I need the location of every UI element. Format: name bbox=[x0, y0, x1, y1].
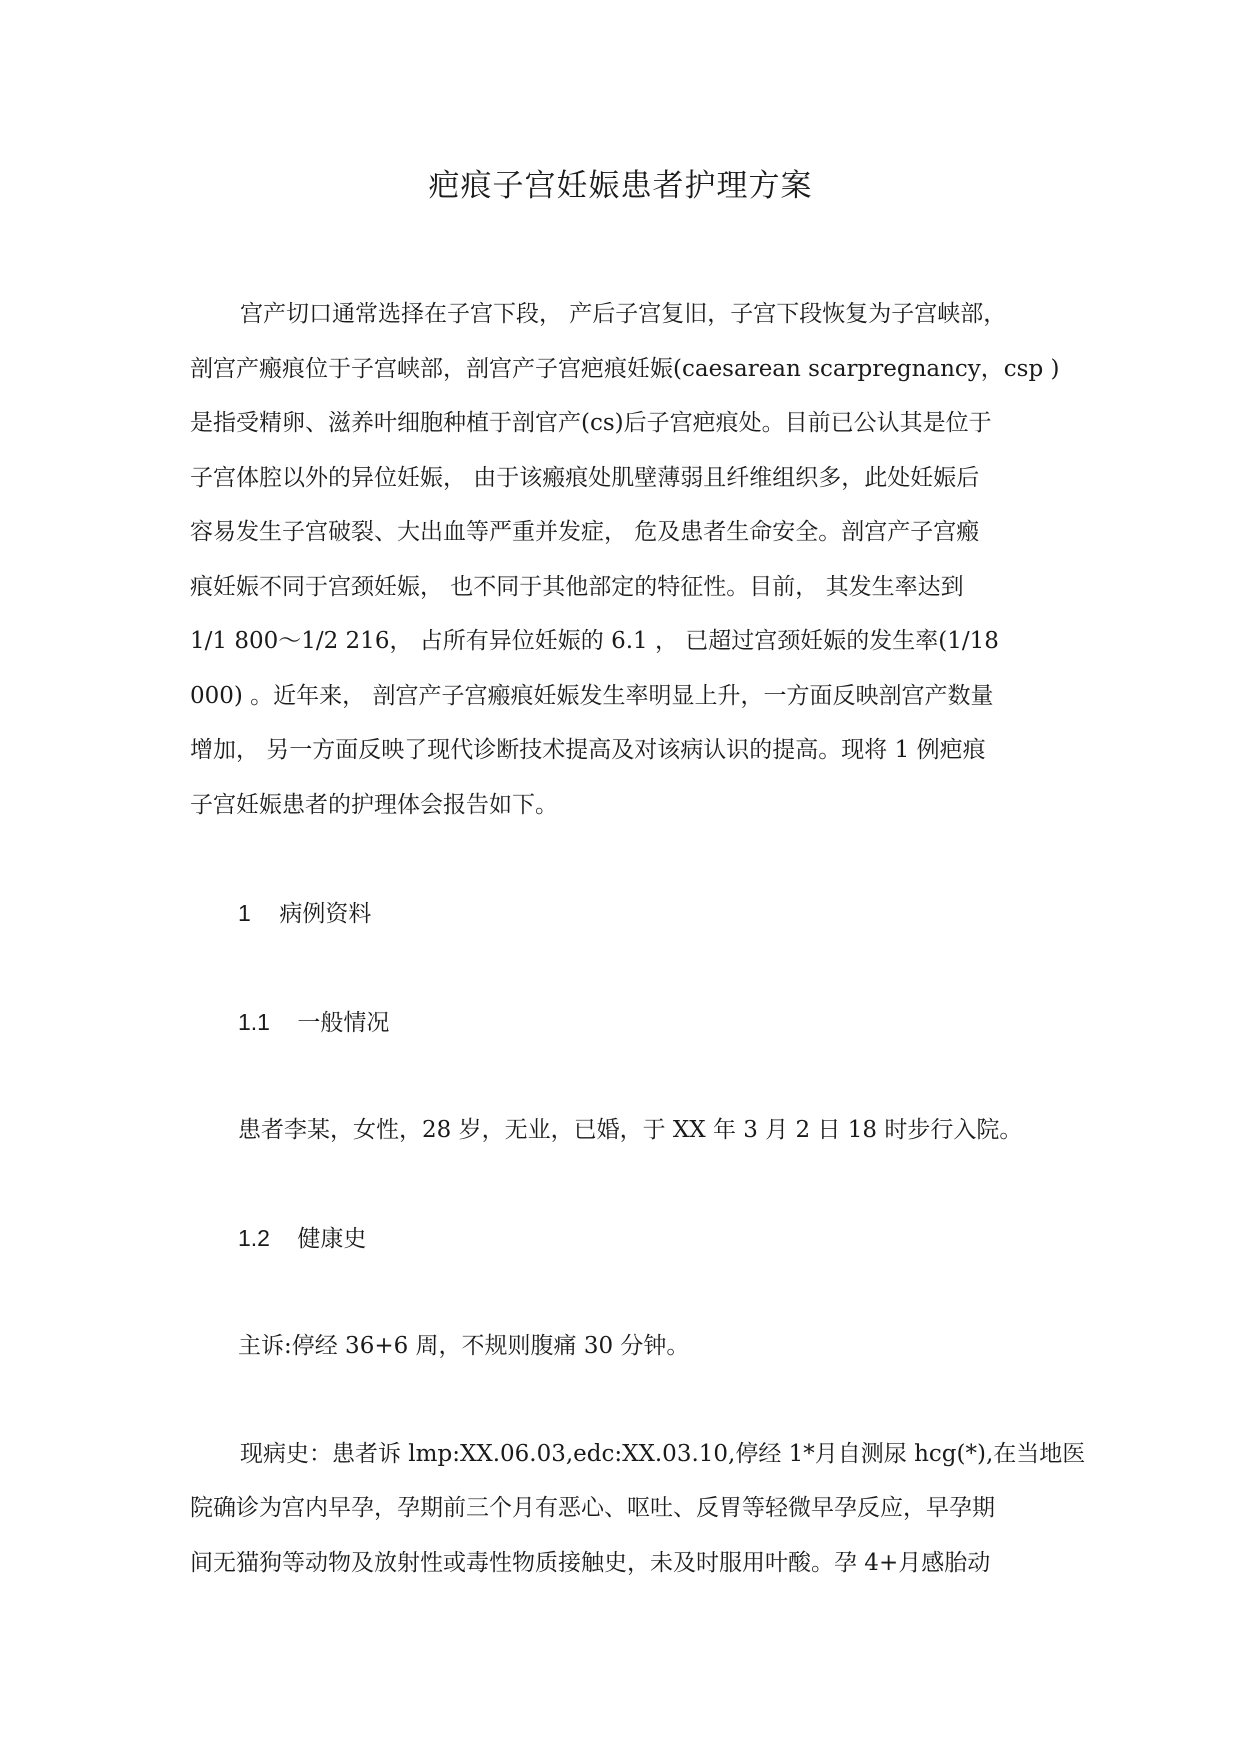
intro-line: 1/1 800～1/2 216， 占所有异位妊娠的 6.1 ， 已超过宫颈妊娠的发生率(1/18 bbox=[190, 628, 999, 654]
general-info-paragraph: 患者李某，女性，28 岁，无业，已婚，于 XX 年 3 月 2 日 18 时步行入院。 bbox=[238, 1117, 1023, 1143]
section-title: 健康史 bbox=[297, 1225, 367, 1252]
history-line: 间无猫狗等动物及放射性或毒性物质接触史，未及时服用叶酸。孕 4+月感胎动 bbox=[190, 1549, 991, 1576]
intro-line: 是指受精卵、滋养叶细胞种植于剖官产(cs)后子宫疤痕处。目前已公认其是位于 bbox=[190, 410, 992, 436]
section-heading-1 bbox=[190, 886, 1070, 942]
section-number: 1.1 bbox=[238, 1008, 270, 1035]
intro-line: 子宫妊娠患者的护理体会报告如下。 bbox=[190, 791, 558, 818]
document-title: 疤痕子宫妊娠患者护理方案 bbox=[428, 168, 813, 204]
intro-line: 痕妊娠不同于宫颈妊娠， 也不同于其他部定的特征性。目前， 其发生率达到 bbox=[190, 573, 964, 600]
intro-line: 宫产切口通常选择在子宫下段， 产后子宫复旧，子宫下段恢复为子宫峡部， bbox=[240, 301, 1007, 327]
section-number: 1.2 bbox=[238, 1224, 270, 1251]
document-body bbox=[190, 287, 1086, 1590]
section-title: 病例资料 bbox=[279, 901, 372, 927]
history-line: 现病史：患者诉 lmp:XX.06.03,edc:XX.03.10,停经 1*月自测尿 hcg(*),在当地医 bbox=[240, 1440, 1086, 1467]
history-line: 院确诊为宫内早孕，孕期前三个月有恶心、呕吐、反胃等轻微早孕反应，早孕期 bbox=[190, 1495, 995, 1521]
history-paragraph bbox=[190, 1427, 1086, 1591]
chief-complaint-paragraph: 主诉:停经 36+6 周，不规则腹痛 30 分钟。 bbox=[238, 1333, 690, 1359]
intro-line: 增加， 另一方面反映了现代诊断技术提高及对该病认识的提高。现将 1 例疤痕 bbox=[190, 737, 986, 763]
intro-paragraph bbox=[190, 287, 1070, 832]
section-title: 一般情况 bbox=[297, 1009, 390, 1036]
intro-line: 子宫体腔以外的异位妊娠， 由于该瘢痕处肌壁薄弱且纤维组织多，此处妊娠后 bbox=[190, 464, 980, 491]
intro-line: 容易发生子宫破裂、大出血等严重并发症， 危及患者生命安全。剖宫产子宫瘢 bbox=[190, 519, 980, 545]
intro-line: 000) 。近年来， 剖宫产子宫瘢痕妊娠发生率明显上升，一方面反映剖宫产数量 bbox=[190, 682, 994, 709]
intro-line: 剖宫产瘢痕位于子宫峡部，剖宫产子宫疤痕妊娠(caesarean scarpregnancy，csp ) bbox=[190, 355, 1060, 382]
section-heading-1-1 bbox=[190, 995, 1070, 1051]
section-heading-1-2 bbox=[190, 1211, 1070, 1267]
section-number: 1 bbox=[238, 900, 251, 926]
